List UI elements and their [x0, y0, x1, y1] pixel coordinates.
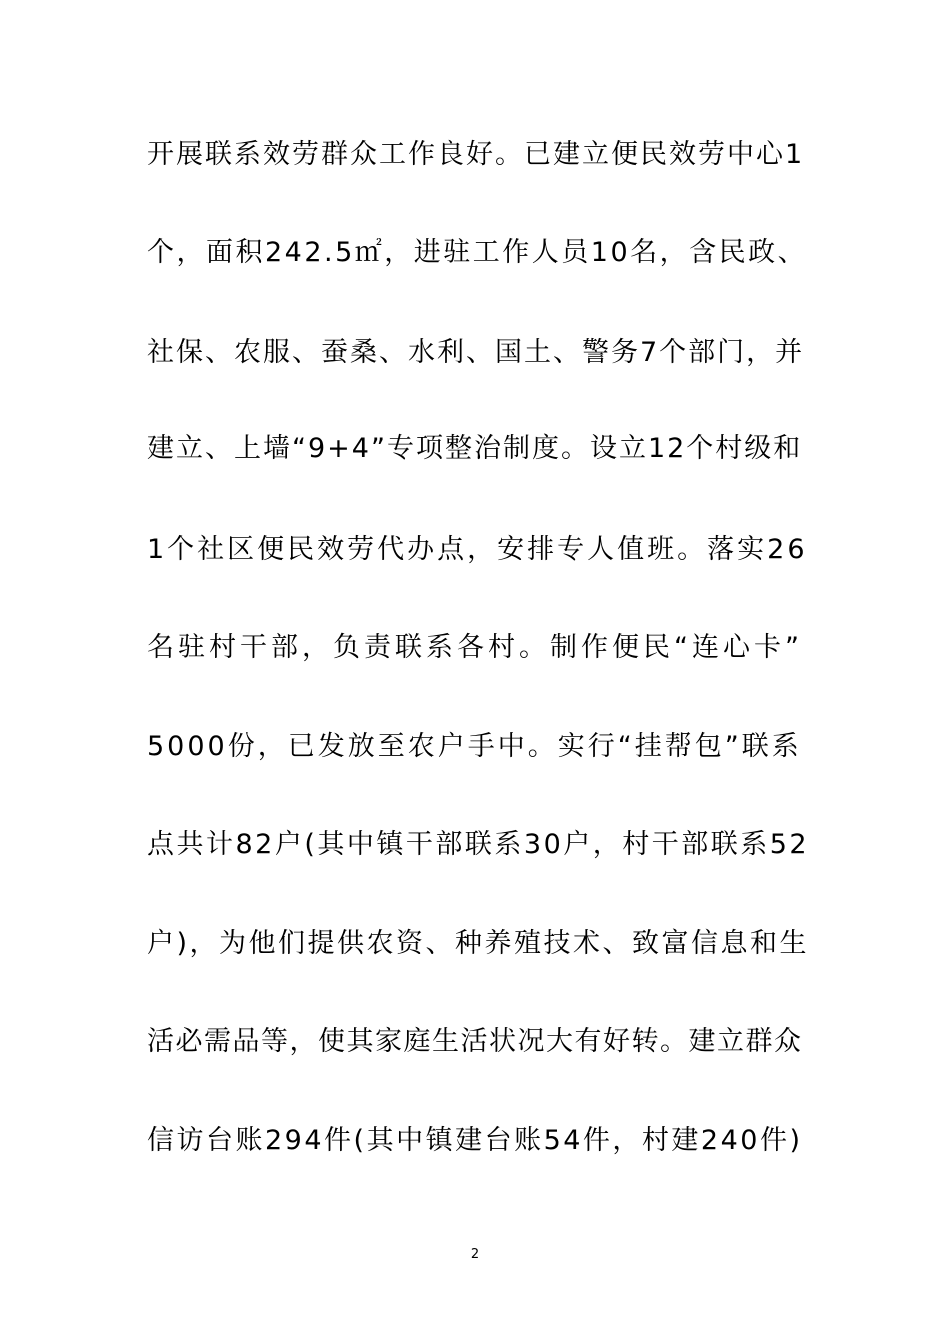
text-line: 信访台账294件(其中镇建台账54件，村建240件): [147, 1125, 803, 1156]
text-line: 名驻村干部，负责联系各村。制作便民“连心卡”: [147, 632, 803, 663]
page-number: 2: [470, 1247, 480, 1262]
text-line: 建立、上墙“9+4”专项整治制度。设立12个村级和: [147, 433, 803, 464]
text-line: 点共计82户(其中镇干部联系30户，村干部联系52: [147, 829, 810, 860]
text-line: 活必需品等，使其家庭生活状况大有好转。建立群众: [147, 1026, 803, 1057]
text-line: 开展联系效劳群众工作良好。已建立便民效劳中心1: [147, 139, 805, 170]
text-line: 1个社区便民效劳代办点，安排专人值班。落实26: [147, 534, 808, 565]
text-line: 个，面积242.5㎡，进驻工作人员10名，含民政、: [147, 237, 808, 268]
text-line: 户)，为他们提供农资、种养殖技术、致富信息和生: [147, 928, 810, 959]
text-line: 社保、农服、蚕桑、水利、国土、警务7个部门，并: [147, 337, 805, 368]
text-line: 5000份，已发放至农户手中。实行“挂帮包”联系: [147, 731, 802, 762]
